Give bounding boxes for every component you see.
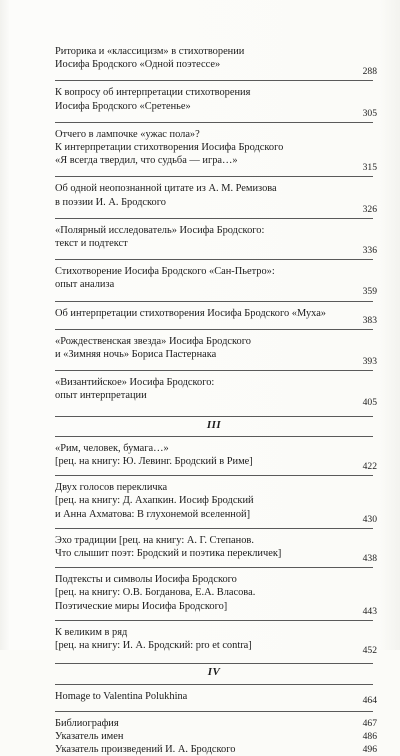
toc-entry-title [55, 690, 373, 703]
toc-entry-title-line: Эхо традиции [рец. на книгу: А. Г. Степанов. [55, 534, 254, 546]
toc-entry-title-line: Об одной неопознанной цитате из А. М. Ремизова [55, 183, 277, 195]
toc-entry-title-line: «Рим, человек, бумага…» [55, 442, 169, 454]
toc-entry-title-line: и Анна Ахматова: В глухонемой вселенной] [55, 508, 251, 520]
toc-entry-title [55, 730, 373, 743]
toc-group-appendix [55, 712, 377, 756]
toc-entry-title-line: [рец. на книгу: О.В. Богданова, Е.А. Власова. [55, 587, 256, 599]
toc-entry-title-line: [рец. на книгу: И. А. Бродский: pro et contra] [55, 640, 252, 652]
toc-entry-title-line: Об интерпретации стихотворения Иосифа Бродского «Муха» [55, 307, 327, 319]
toc-entry-title-line: «Полярный исследователь» Иосифа Бродского: [55, 224, 265, 236]
toc-entry-page-number: 430 [362, 513, 377, 525]
toc-entry-page-number: 393 [362, 356, 377, 368]
toc-entry-title-line: Подтексты и символы Иосифа Бродского [55, 574, 237, 586]
toc-entry-title-line: Стихотворение Иосифа Бродского «Сан-Пьетро»: [55, 266, 275, 278]
toc-entry-title [55, 182, 373, 208]
toc-group-reviews [55, 437, 377, 659]
toc-entry-title-line: Homage to Valentina Polukhina [55, 690, 188, 702]
toc-entry-title [55, 376, 373, 402]
toc-entry [55, 259, 377, 300]
toc-entry-title [55, 128, 373, 168]
toc-entry-title-line: Что слышит поэт: Бродский и поэтика перекличек] [55, 548, 282, 560]
section-divider [55, 416, 373, 417]
toc-entry-page-number: 288 [362, 66, 377, 78]
toc-entry-page-number: 443 [362, 605, 377, 617]
toc-entry-title-line: текст и подтекст [55, 238, 128, 250]
toc-entry-title [55, 265, 373, 291]
toc-entry-page-number: 464 [362, 694, 377, 706]
toc-entry-title-line: Указатель имен [55, 730, 124, 742]
toc-entry [55, 122, 377, 177]
toc-entry-title [55, 717, 373, 730]
toc-entry-page-number: 305 [362, 107, 377, 119]
toc-entry-title-line: и «Зимняя ночь» Бориса Пастернака [55, 349, 217, 361]
toc-entry-title [55, 45, 373, 71]
toc-entry-title [55, 743, 373, 756]
toc-entry [55, 176, 377, 217]
toc-entry-title [55, 86, 373, 112]
toc-entry [55, 528, 377, 567]
toc-entry-title-line: Двух голосов перекличка [55, 482, 168, 494]
toc-entry-title [55, 481, 373, 521]
toc-entry-title-line: в поэзии И. А. Бродского [55, 196, 166, 208]
toc-entry-title-line: Риторика и «классицизм» в стихотворении [55, 46, 245, 57]
toc-entry-page-number: 315 [362, 162, 377, 174]
toc-entry-title-line: К интерпретации стихотворения Иосифа Бродского [55, 142, 284, 154]
toc-entry [55, 567, 377, 620]
section-divider [55, 663, 373, 664]
toc-entry-title [55, 335, 373, 361]
toc-entry-title-line: [рец. на книгу: Д. Ахапкин. Иосиф Бродский [55, 495, 254, 507]
toc-entry [55, 620, 377, 659]
toc-entry-page-number: 438 [362, 553, 377, 565]
toc-entry-page-number: 383 [362, 314, 377, 326]
toc-entry-title-line: Отчего в лампочке «ужас пола»? [55, 128, 200, 140]
toc-entry [55, 712, 377, 730]
toc-entry [55, 370, 377, 411]
toc-entry-title-line: опыт интерпретации [55, 390, 147, 402]
toc-entry-title [55, 534, 373, 560]
toc-entry-title-line: «Рождественская звезда» Иосифа Бродского [55, 335, 251, 347]
toc-entry-page-number: 452 [362, 645, 377, 657]
toc-entry-title [55, 626, 373, 652]
toc-entry-page-number: 359 [362, 286, 377, 298]
toc-entry-title-line: Поэтические миры Иосифа Бродского] [55, 600, 228, 612]
toc-entry-title-line: «Я всегда твердил, что судьба — игра…» [55, 155, 238, 167]
toc-entry-title-line: «Византийское» Иосифа Бродского: [55, 377, 215, 389]
section-heading-iv: IV [207, 666, 221, 679]
toc-entry-page-number: 405 [362, 397, 377, 409]
toc-entry-title-line: Иосифа Бродского «Одной поэтессе» [55, 59, 221, 71]
toc-entry-page-number: 496 [362, 744, 377, 756]
toc-entry [55, 685, 377, 709]
toc-entry [55, 437, 377, 475]
toc-entry-title-line: К вопросу об интерпретации стихотворения [55, 87, 251, 99]
toc-entry-page-number: 467 [362, 717, 377, 729]
toc-entry-page-number: 326 [362, 203, 377, 215]
toc-entry-title [55, 307, 373, 320]
toc-entry-title-line: К великим в ряд [55, 626, 128, 638]
toc-entry-title [55, 573, 373, 613]
toc-entry-title [55, 442, 373, 468]
toc-entry [55, 40, 377, 80]
toc-entry-title-line: Указатель произведений И. А. Бродского [55, 744, 236, 756]
toc-entry [55, 743, 377, 756]
toc-entry-title-line: Иосифа Бродского «Сретенье» [55, 100, 191, 112]
toc-entry-page-number: 422 [362, 461, 377, 473]
toc-entry [55, 329, 377, 370]
toc-entry [55, 730, 377, 743]
toc-group-essays [55, 40, 377, 412]
toc-entry-title-line: опыт анализа [55, 279, 115, 291]
toc-entry-title-line: Библиография [55, 717, 119, 729]
toc-entry-title [55, 224, 373, 250]
toc-entry [55, 301, 377, 329]
table-of-contents [55, 40, 377, 756]
toc-group-homage [55, 685, 377, 709]
toc-entry-page-number: 336 [362, 245, 377, 257]
toc-entry-page-number: 486 [362, 730, 377, 742]
toc-entry-title-line: [рец. на книгу: Ю. Левинг. Бродский в Риме] [55, 456, 253, 468]
toc-entry [55, 475, 377, 528]
section-heading-iii: III [206, 418, 222, 431]
toc-entry [55, 218, 377, 259]
toc-entry [55, 80, 377, 121]
